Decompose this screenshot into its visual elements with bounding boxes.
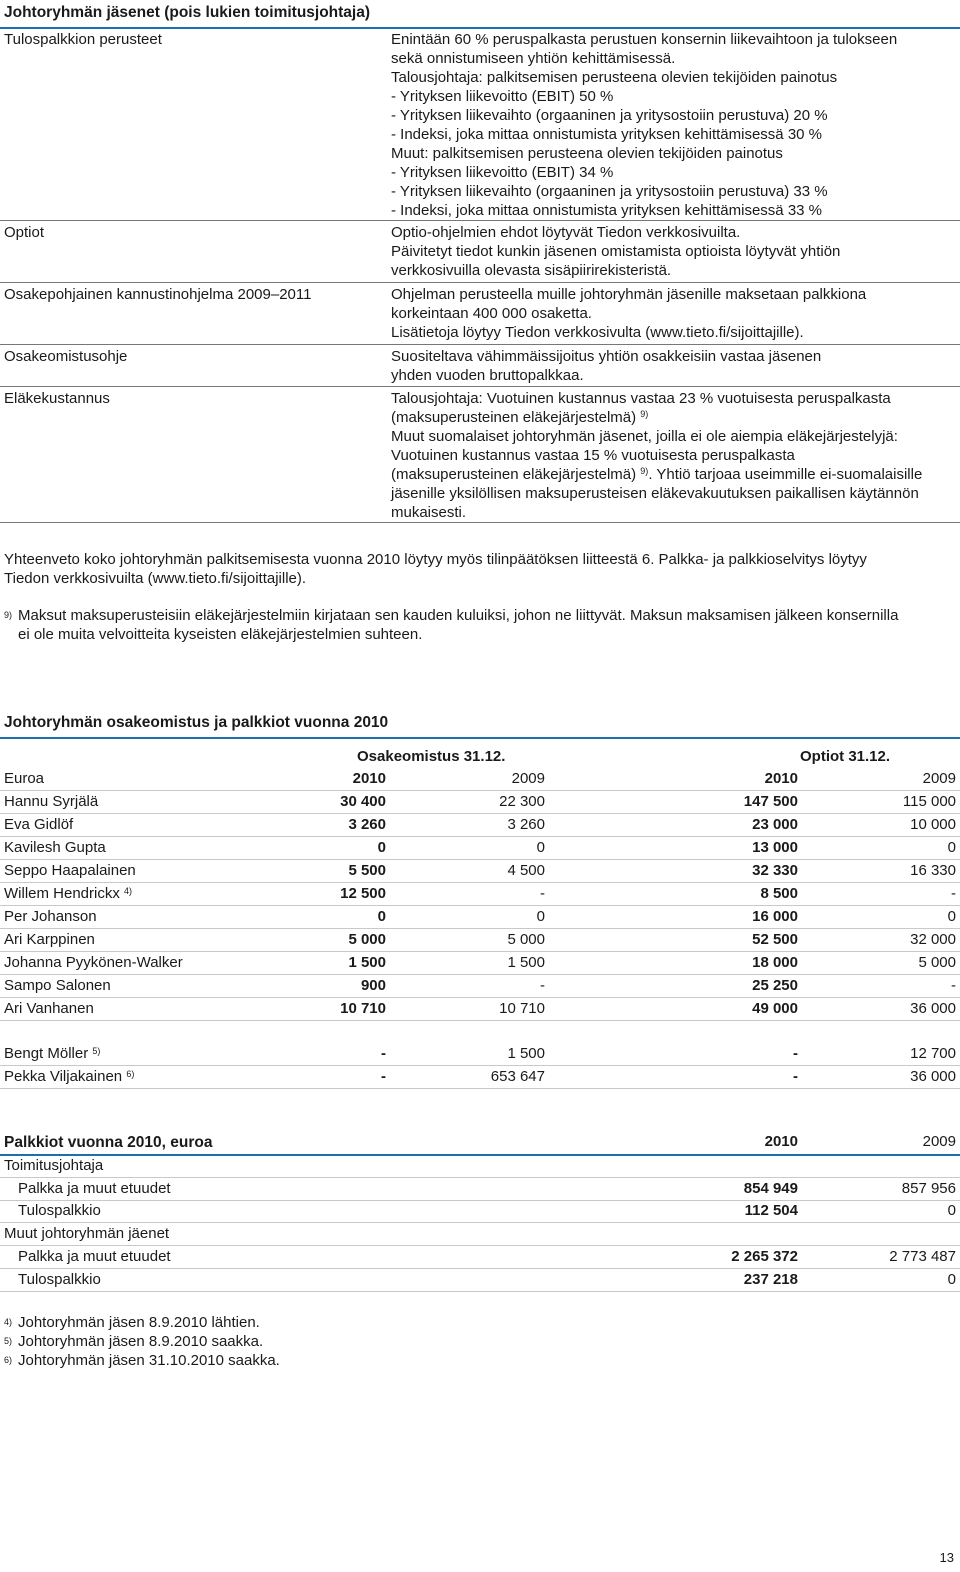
row-divider [0,282,960,283]
fees-title: Palkkiot vuonna 2010, euroa [4,1134,213,1151]
header-2010: 2010 [764,770,798,787]
text-line: Muut suomalaiset johtoryhmän jäsenet, joilla ei ole aiempia eläkejärjestelyjä: [391,428,898,445]
fees-row-label: Tulospalkkio [18,1202,101,1220]
header-euroa: Euroa [4,770,45,787]
row-text-osakeomistusohje [391,347,956,385]
table-header-row [0,768,960,791]
text-line: - Yrityksen liikevaihto (orgaaninen ja yritysostoiin perustuva) 33 % [391,183,828,200]
cell-c4: 5 000 [918,954,956,971]
cell-c3: 147 500 [743,793,798,810]
text-line: mukaisesti. [391,504,467,521]
footnote-marker: 6) [4,1355,13,1365]
person-name-text: Johanna Pyykönen-Walker [4,954,183,971]
cell-c4: 36 000 [910,1000,956,1017]
cell-c3: 8 500 [760,885,798,902]
text-line: Enintään 60 % peruspalkasta perustuen konsernin liikevaihtoon ja tulokseen [391,31,898,48]
holdings-title: Johtoryhmän osakeomistus ja palkkiot vuonna 2010 [4,714,389,731]
row-label-tulospalkkio: Tulospalkkion perusteet [4,31,162,48]
cell-c1: - [381,1068,386,1085]
cell-c1: 900 [360,977,386,994]
header-2009: 2009 [922,770,956,787]
fees-row [0,1269,960,1292]
cell-c4: - [951,885,956,902]
cell-c2: 1 500 [507,1045,545,1062]
cell-c1: 1 500 [348,954,386,971]
footnote-ref: 9) [640,466,649,476]
row-text-optiot [391,223,956,280]
cell-c4: 10 000 [910,816,956,833]
text-line: Suositeltava vähimmäissijoitus yhtiön osakkeisiin vastaa jäsenen [391,348,822,365]
person-name [4,860,136,882]
person-name [4,998,94,1020]
cell-c1: 5 000 [348,931,386,948]
cell-c2: 5 000 [507,931,545,948]
fees-row [0,1246,960,1269]
table-row [0,1043,960,1066]
header-2010: 2010 [352,770,386,787]
cell-c4: 0 [947,839,956,856]
text-span: . Yhtiö tarjoaa useimmille ei-suomalaisille [648,466,923,483]
table-row [0,837,960,860]
text-line: Talousjohtaja: palkitsemisen perusteena olevien tekijöiden painotus [391,69,838,86]
text-line: - Yrityksen liikevoitto (EBIT) 34 % [391,164,614,181]
person-name-text: Hannu Syrjälä [4,793,99,810]
cell-c1: 3 260 [348,816,386,833]
cell-c2: 653 647 [490,1068,545,1085]
person-name [4,952,183,974]
person-name-text: Pekka Viljakainen [4,1068,123,1085]
footnote-ref: 4) [124,886,133,896]
fees-header-2010 [765,1133,798,1151]
text-line: - Indeksi, joka mittaa onnistumista yrityksen kehittämisessä 33 % [391,202,823,219]
text-line [4,606,898,625]
cell-c3: 32 330 [752,862,798,879]
fees-row-label: Toimitusjohtaja [4,1157,104,1174]
text-line: Ohjelman perusteella muille johtoryhmän jäsenille maksetaan palkkiona [391,286,867,303]
text-line: jäsenille yksilöllisen maksuperusteisen eläkevakuutuksen paikallisen käytännön [391,485,919,502]
person-name [4,975,111,997]
text-span: Maksut maksuperusteisiin eläkejärjestelmiin kirjataan sen kauden kuluiksi, johon ne liittyvät. Maksun maksamisen jälkeen konsernilla [18,607,899,624]
cell-c1: 0 [377,839,386,856]
cell-c3: - [793,1045,798,1062]
cell-c3: 16 000 [752,908,798,925]
fees-value-2010: 854 949 [743,1179,798,1197]
person-name-text: Willem Hendrickx [4,885,120,902]
row-divider [0,344,960,345]
person-name-text: Sampo Salonen [4,977,111,994]
text-line: Lisätietoja löytyy Tiedon verkkosivulta (www.tieto.fi/sijoittajille). [391,324,804,341]
person-name [4,814,73,836]
person-name [4,883,132,905]
cell-c4: 115 000 [902,793,956,810]
text-line: Muut: palkitsemisen perusteena olevien tekijöiden painotus [391,145,783,162]
person-name [4,1066,134,1088]
fees-row [0,1178,960,1201]
fees-value-2009: 857 956 [901,1179,956,1197]
table-row [0,929,960,952]
person-name [4,1043,100,1065]
section-rule [0,737,960,739]
person-name-text: Ari Vanhanen [4,1000,94,1017]
text-line [391,408,956,427]
cell-c4: 12 700 [910,1045,956,1062]
group-header-optiot: Optiot 31.12. [800,748,891,765]
person-name-text: Eva Gidlöf [4,816,74,833]
cell-c2: - [540,977,545,994]
cell-c3: 23 000 [752,816,798,833]
cell-c2: 1 500 [507,954,545,971]
table-row [0,1066,960,1089]
fees-value-2009: 2 773 487 [889,1247,956,1265]
section-title: Johtoryhmän jäsenet (pois lukien toimitusjohtaja) [4,4,371,21]
cell-c1: - [381,1045,386,1062]
section-rule [0,27,960,29]
table-row [0,814,960,837]
person-name [4,929,95,951]
cell-c2: 4 500 [507,862,545,879]
row-text-elakekustannus [391,389,956,522]
footnote-text: Johtoryhmän jäsen 31.10.2010 saakka. [18,1352,280,1369]
footnote-ref: 5) [92,1046,101,1056]
row-divider [0,386,960,387]
footnote-text: Johtoryhmän jäsen 8.9.2010 lähtien. [18,1314,260,1331]
cell-c1: 0 [377,908,386,925]
footnotes [4,1313,280,1370]
cell-c1: 10 710 [340,1000,386,1017]
header-2010: 2010 [764,1133,798,1150]
text-line: Yhteenveto koko johtoryhmän palkitsemisesta vuonna 2010 löytyy myös tilinpäätöksen liitteestä 6. Palkka- ja palkkioselvitys löytyy [4,551,867,568]
fees-row-label: Muut johtoryhmän jäenet [4,1225,170,1243]
person-name-text: Seppo Haapalainen [4,862,136,879]
cell-c4: 16 330 [910,862,956,879]
fees-value-2010: 2 265 372 [731,1247,798,1265]
cell-c3: - [793,1068,798,1085]
row-text-kannustinohjelma [391,285,956,342]
fees-value-2010: 112 504 [744,1202,798,1220]
cell-c3: 13 000 [752,839,798,856]
cell-c2: 10 710 [499,1000,545,1017]
text-line: - Indeksi, joka mittaa onnistumista yrityksen kehittämisessä 30 % [391,126,823,143]
page-number: 13 [939,1550,954,1565]
cell-c3: 52 500 [752,931,798,948]
text-line: Optio-ohjelmien ehdot löytyvät Tiedon verkkosivuilta. [391,224,741,241]
text-line: yhden vuoden bruttopalkkaa. [391,367,584,384]
row-label-osakeomistusohje: Osakeomistusohje [4,348,128,365]
table-row [0,975,960,998]
footnote-ref: 9) [640,409,649,419]
fees-row-label: Palkka ja muut etuudet [18,1179,171,1197]
fees-row-label: Palkka ja muut etuudet [18,1247,171,1265]
footnote-ref: 6) [126,1069,135,1079]
table-row [0,883,960,906]
text-line: - Yrityksen liikevaihto (orgaaninen ja yritysostoiin perustuva) 20 % [391,107,828,124]
text-span: (maksuperusteinen eläkejärjestelmä) [391,466,637,483]
footnote-text: Johtoryhmän jäsen 8.9.2010 saakka. [18,1333,264,1350]
person-name [4,837,106,859]
cell-c2: 0 [536,908,545,925]
footnote-line [4,1313,280,1332]
fees-value-2010: 237 218 [743,1270,798,1288]
footnote-line [4,1332,280,1351]
fees-row [0,1155,960,1178]
cell-c3: 18 000 [752,954,798,971]
person-name [4,906,97,928]
table-row [0,952,960,975]
footnote-marker: 4) [4,1317,13,1327]
cell-c4: 32 000 [910,931,956,948]
text-span: (maksuperusteinen eläkejärjestelmä) [391,409,637,426]
cell-c2: - [540,885,545,902]
group-header-osakeomistus: Osakeomistus 31.12. [357,748,506,765]
row-divider [0,522,960,523]
cell-c4: - [951,977,956,994]
text-line: Talousjohtaja: Vuotuinen kustannus vastaa 23 % vuotuisesta peruspalkasta [391,390,891,407]
footnote-line [4,1351,280,1370]
person-name-text: Bengt Möller [4,1045,89,1062]
table-row [0,998,960,1021]
cell-c3: 25 250 [752,977,798,994]
cell-c1: 12 500 [340,885,386,902]
footnote-marker: 9) [4,610,13,620]
row-label-elakekustannus: Eläkekustannus [4,390,110,407]
text-line [391,465,956,484]
cell-c2: 0 [536,839,545,856]
fees-row-label: Tulospalkkio [18,1270,101,1288]
fees-row [0,1200,960,1223]
row-label-optiot: Optiot [4,224,45,241]
text-line: Tiedon verkkosivuilta (www.tieto.fi/sijoittajille). [4,570,307,587]
fees-value-2009: 0 [947,1270,956,1288]
cell-c4: 0 [947,908,956,925]
text-line: ei ole muita velvoitteita kyseisten eläkejärjestelmien suhteen. [18,626,423,643]
footnote-9 [4,606,898,644]
text-line: sekä onnistumiseen yhtiön kehittämisessä. [391,50,676,67]
cell-c4: 36 000 [910,1068,956,1085]
table-row [0,906,960,929]
text-line: - Yrityksen liikevoitto (EBIT) 50 % [391,88,614,105]
text-line: Vuotuinen kustannus vastaa 15 % vuotuisesta peruspalkasta [391,447,795,464]
person-name-text: Kavilesh Gupta [4,839,106,856]
cell-c3: 49 000 [752,1000,798,1017]
fees-header-2009: 2009 [922,1133,956,1150]
row-label-kannustinohjelma: Osakepohjainen kannustinohjelma 2009–2011 [4,286,312,303]
summary-paragraph [4,550,867,588]
cell-c2: 3 260 [507,816,545,833]
text-line: verkkosivuilla olevasta sisäpiirirekisteristä. [391,262,672,279]
cell-c1: 5 500 [348,862,386,879]
footnote-marker: 5) [4,1336,13,1346]
fees-row [0,1223,960,1246]
table-row [0,860,960,883]
row-divider [0,220,960,221]
cell-c2: 22 300 [499,793,545,810]
cell-c1: 30 400 [340,793,386,810]
row-text-tulospalkkio [391,30,956,220]
person-name-text: Ari Karppinen [4,931,95,948]
person-name [4,791,98,813]
header-2009: 2009 [511,770,545,787]
table-row [0,791,960,814]
text-line: korkeintaan 400 000 osaketta. [391,305,592,322]
text-line: Päivitetyt tiedot kunkin jäsenen omistamista optioista löytyvät yhtiön [391,243,841,260]
fees-value-2009: 0 [947,1202,956,1220]
person-name-text: Per Johanson [4,908,97,925]
